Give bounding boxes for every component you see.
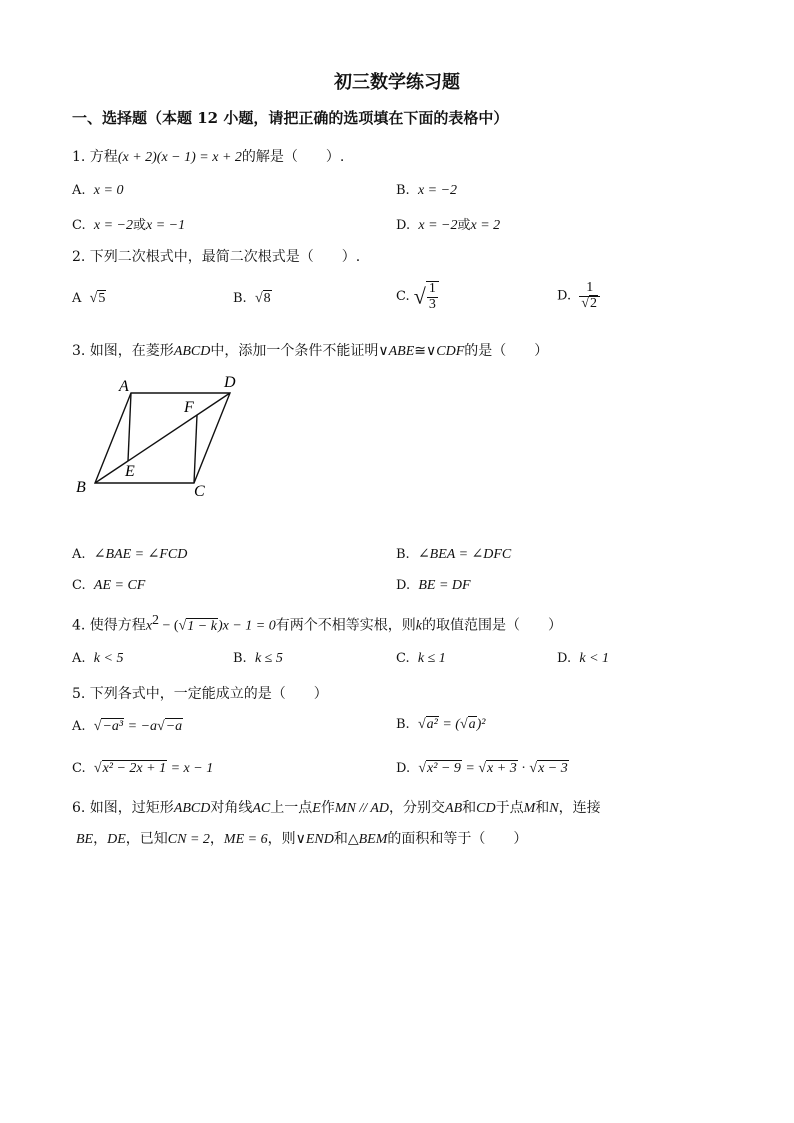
- q1-option-b[interactable]: B. x = −2: [396, 183, 458, 198]
- segment-cf: [194, 415, 197, 483]
- q4-option-a[interactable]: A. k < 5: [72, 651, 124, 666]
- q1-equation: (x + 2)(x − 1) = x + 2: [117, 150, 242, 165]
- page-title: 初三数学练习题: [334, 72, 460, 93]
- label-c: C: [194, 483, 205, 500]
- question-1: 1. 方程(x + 2)(x − 1) = x + 2的解是（ ）.: [72, 149, 345, 165]
- q2-option-a[interactable]: A √5: [72, 291, 106, 306]
- q4-option-d[interactable]: D. k < 1: [557, 651, 610, 666]
- q4-option-c[interactable]: C. k ≤ 1: [396, 651, 446, 666]
- q5-option-a[interactable]: A. √−a³ = −a√−a: [72, 719, 183, 734]
- diagonal-bd: [95, 393, 230, 483]
- label-e: E: [125, 463, 135, 480]
- q3-option-a[interactable]: A. ∠BAE = ∠FCD: [72, 547, 188, 562]
- label-b: B: [76, 479, 86, 496]
- q1-option-d[interactable]: D. x = −2或x = 2: [396, 218, 501, 233]
- question-5: 5. 下列各式中，一定能成立的是（ ）: [72, 686, 328, 702]
- q4-option-b[interactable]: B. k ≤ 5: [233, 651, 283, 666]
- label-f: F: [184, 399, 194, 416]
- question-3: 3. 如图，在菱形ABCD中，添加一个条件不能证明∨ABE≅∨CDF的是（ ）: [72, 343, 549, 359]
- segment-ae: [128, 393, 131, 461]
- q1-option-c[interactable]: C. x = −2或x = −1: [72, 218, 186, 233]
- question-6-line-2: BE，DE，已知CN = 2，ME = 6，则∨END和△BEM的面积和等于（ ）: [76, 831, 528, 847]
- q5-option-b[interactable]: B. √a² = (√a)²: [396, 717, 486, 732]
- q5-option-c[interactable]: C. √x² − 2x + 1 = x − 1: [72, 761, 214, 776]
- q1-option-a[interactable]: A. x = 0: [72, 183, 124, 198]
- q2-option-d[interactable]: D. $\frac{1}{√2}$: [557, 281, 600, 311]
- label-d: D: [224, 374, 236, 391]
- question-6-line-1: 6. 如图，过矩形ABCD对角线AC上一点E作MN // AD，分别交AB和CD于点M和N，连接: [72, 800, 601, 816]
- q2-option-c[interactable]: C. √ $\frac{1}{3}$: [396, 281, 439, 312]
- question-4: 4. 使得方程$x^2 - (√1 - k)x - 1 = 0$有两个不相等实根，则k的取值范围是（ ）: [72, 613, 562, 634]
- q2-option-b[interactable]: B. √8: [233, 291, 271, 306]
- q3-option-d[interactable]: D. BE = DF: [396, 578, 471, 593]
- q5-option-d[interactable]: D. √x² − 9 = √x + 3 · √x − 3: [396, 761, 568, 776]
- q3-option-b[interactable]: B. ∠BEA = ∠DFC: [396, 547, 512, 562]
- q3-option-c[interactable]: C. AE = CF: [72, 578, 146, 593]
- section-heading: 一、选择题（本题 12 小题，请把正确的选项填在下面的表格中）: [72, 109, 509, 127]
- question-2: 2. 下列二次根式中，最简二次根式是（ ）.: [72, 249, 361, 265]
- rhombus-figure: [70, 370, 260, 500]
- label-a: A: [119, 378, 129, 395]
